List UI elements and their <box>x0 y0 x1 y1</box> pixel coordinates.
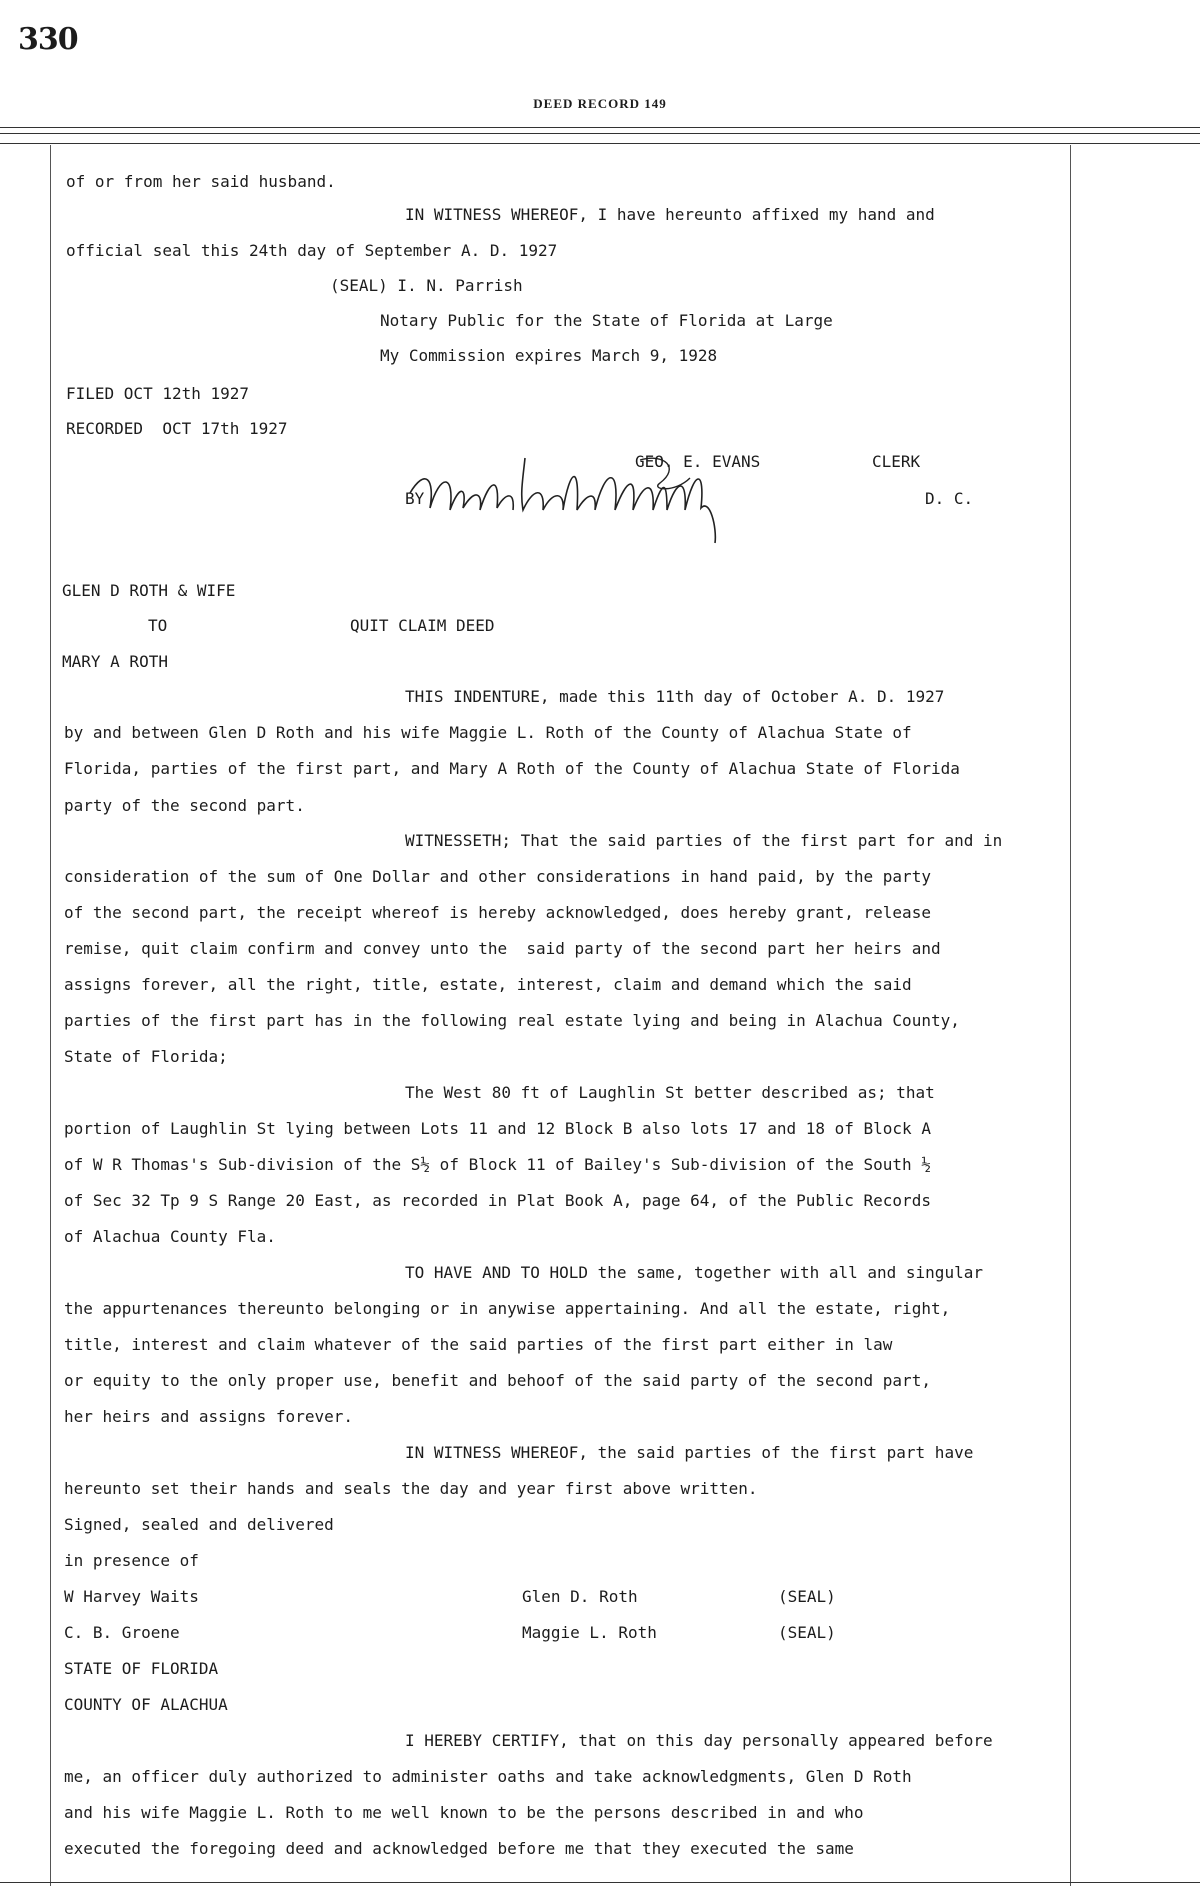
text-line: STATE OF FLORIDA <box>64 1659 219 1678</box>
text-line: and his wife Maggie L. Roth to me well known to be the persons described in and who <box>64 1803 864 1822</box>
text-line: of W R Thomas's Sub-division of the S½ of Block 11 of Bailey's Sub-division of the South ½ <box>64 1155 931 1174</box>
text-line: of or from her said husband. <box>66 172 336 191</box>
text-line: RECORDED OCT 17th 1927 <box>66 419 288 438</box>
text-line: W Harvey Waits <box>64 1587 199 1606</box>
text-line: CLERK <box>872 452 921 471</box>
text-line: Glen D. Roth <box>522 1587 638 1606</box>
text-line: of the second part, the receipt whereof is hereby acknowledged, does hereby grant, release <box>64 903 931 922</box>
text-line: D. C. <box>925 489 974 508</box>
text-line: C. B. Groene <box>64 1623 180 1642</box>
text-line: Maggie L. Roth <box>522 1623 657 1642</box>
header-rule-mid <box>0 133 1200 134</box>
text-line: MARY A ROTH <box>62 652 168 671</box>
text-line: Signed, sealed and delivered <box>64 1515 334 1534</box>
text-line: remise, quit claim confirm and convey unto the said party of the second part her heirs and <box>64 939 941 958</box>
text-line: QUIT CLAIM DEED <box>350 616 495 635</box>
text-line: WITNESSETH; That the said parties of the first part for and in <box>405 831 1003 850</box>
text-line: executed the foregoing deed and acknowledged before me that they executed the same <box>64 1839 854 1858</box>
text-line: me, an officer duly authorized to administer oaths and take acknowledgments, Glen D Roth <box>64 1767 912 1786</box>
text-line: the appurtenances thereunto belonging or in anywise appertaining. And all the estate, right, <box>64 1299 951 1318</box>
text-line: COUNTY OF ALACHUA <box>64 1695 228 1714</box>
text-line: (SEAL) <box>778 1623 836 1642</box>
text-line: GLEN D ROTH & WIFE <box>62 581 236 600</box>
text-line: of Alachua County Fla. <box>64 1227 276 1246</box>
page-number: 330 <box>18 22 78 57</box>
header-rule-bottom <box>0 143 1200 144</box>
footer-rule <box>0 1882 1200 1883</box>
text-line: party of the second part. <box>64 796 305 815</box>
text-line: or equity to the only proper use, benefit and behoof of the said party of the second part, <box>64 1371 931 1390</box>
text-line: IN WITNESS WHEREOF, the said parties of the first part have <box>405 1443 974 1462</box>
text-line: I HEREBY CERTIFY, that on this day personally appeared before <box>405 1731 993 1750</box>
text-line: by and between Glen D Roth and his wife Maggie L. Roth of the County of Alachua State of <box>64 723 912 742</box>
text-line: BY <box>405 489 425 508</box>
text-line: State of Florida; <box>64 1047 228 1066</box>
text-line: FILED OCT 12th 1927 <box>66 384 250 403</box>
text-line: IN WITNESS WHEREOF, I have hereunto affixed my hand and <box>405 205 935 224</box>
text-line: Florida, parties of the first part, and Mary A Roth of the County of Alachua State of Florida <box>64 759 960 778</box>
text-line: TO HAVE AND TO HOLD the same, together with all and singular <box>405 1263 983 1282</box>
header-rule-top <box>0 127 1200 128</box>
text-line: portion of Laughlin St lying between Lots 11 and 12 Block B also lots 17 and 18 of Block A <box>64 1119 931 1138</box>
text-line: The West 80 ft of Laughlin St better described as; that <box>405 1083 935 1102</box>
text-line: (SEAL) I. N. Parrish <box>330 276 523 295</box>
text-line: consideration of the sum of One Dollar and other considerations in hand paid, by the party <box>64 867 931 886</box>
right-margin-line <box>1070 145 1071 1886</box>
text-line: Notary Public for the State of Florida at Large <box>380 311 833 330</box>
text-line: TO <box>148 616 168 635</box>
text-line: GEO. E. EVANS <box>635 452 761 471</box>
text-line: hereunto set their hands and seals the day and year first above written. <box>64 1479 758 1498</box>
text-line: assigns forever, all the right, title, estate, interest, claim and demand which the said <box>64 975 912 994</box>
text-line: (SEAL) <box>778 1587 836 1606</box>
left-margin-line <box>50 145 51 1886</box>
page-header: DEED RECORD 149 <box>533 96 667 111</box>
text-line: of Sec 32 Tp 9 S Range 20 East, as recorded in Plat Book A, page 64, of the Public Records <box>64 1191 931 1210</box>
text-line: THIS INDENTURE, made this 11th day of October A. D. 1927 <box>405 687 945 706</box>
text-line: My Commission expires March 9, 1928 <box>380 346 718 365</box>
text-line: title, interest and claim whatever of the said parties of the first part either in law <box>64 1335 893 1354</box>
text-line: parties of the first part has in the following real estate lying and being in Alachua County, <box>64 1011 960 1030</box>
text-line: official seal this 24th day of September A. D. 1927 <box>66 241 558 260</box>
text-line: her heirs and assigns forever. <box>64 1407 353 1426</box>
text-line: in presence of <box>64 1551 199 1570</box>
